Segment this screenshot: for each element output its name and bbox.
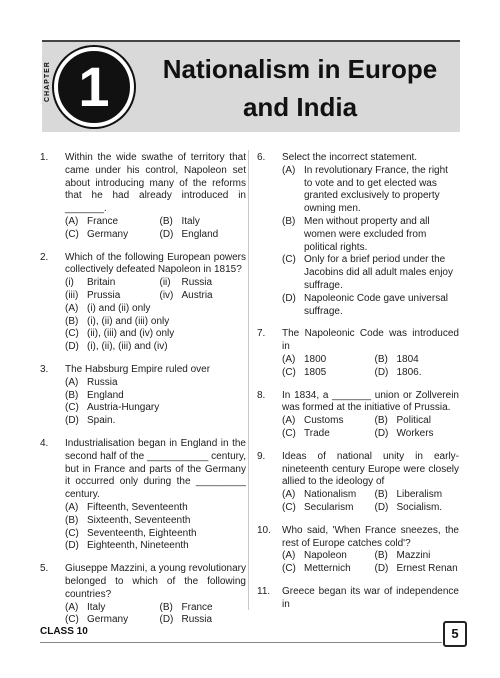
option-text: In revolutionary France, the right to vote and to get elected was granted exclusively to property owning men. xyxy=(304,164,448,215)
option-item xyxy=(65,390,246,403)
option-item xyxy=(65,328,246,341)
option-item xyxy=(282,354,367,367)
option-label: (A) xyxy=(282,489,296,501)
option-text: Eighteenth, Nineteenth xyxy=(87,540,189,552)
option-label: (A) xyxy=(65,501,79,513)
question-item xyxy=(257,586,459,612)
question-number: 3. xyxy=(40,363,49,375)
option-label: (A) xyxy=(65,302,79,314)
question-text: Giuseppe Mazzini, a young revolutionary belonged to which of the following countries? xyxy=(65,563,246,600)
option-text: Workers xyxy=(396,427,434,439)
option-label: (D) xyxy=(159,614,174,626)
option-list xyxy=(282,415,459,441)
question-number: 5. xyxy=(40,563,49,575)
option-text: Germany xyxy=(87,228,129,240)
chapter-title-line2: and India xyxy=(242,92,358,122)
option-item xyxy=(65,377,246,390)
option-text: Men without property and all women were excluded from political rights. xyxy=(304,215,430,253)
option-label: (C) xyxy=(65,527,79,539)
option-label: (D) xyxy=(374,501,389,513)
option-item xyxy=(282,428,367,441)
option-text: Customs xyxy=(304,415,344,427)
option-text: Napoleonic Code gave universal suffrage. xyxy=(304,292,448,317)
option-item xyxy=(65,216,152,229)
option-text: Nationalism xyxy=(304,489,357,501)
option-label: (B) xyxy=(159,215,173,227)
option-text: England xyxy=(87,389,124,401)
question-item xyxy=(40,152,246,242)
option-label: (B) xyxy=(159,601,173,613)
question-number: 6. xyxy=(257,152,266,163)
question-text: Greece began its war of independence in xyxy=(282,585,459,610)
chapter-label: CHAPTER xyxy=(44,61,51,102)
option-text: Italy xyxy=(181,215,200,227)
option-item xyxy=(65,602,152,615)
option-item xyxy=(282,489,367,502)
option-label: (D) xyxy=(374,563,389,575)
option-label: (B) xyxy=(374,550,388,562)
question-item xyxy=(40,364,246,428)
right-question-column xyxy=(257,152,459,622)
option-label: (D) xyxy=(374,366,389,378)
option-text: Napoleon xyxy=(304,550,347,562)
left-question-column xyxy=(40,152,246,637)
option-list xyxy=(65,303,246,354)
question-text: Who said, 'When France sneezes, the rest of Europe catches cold'? xyxy=(282,524,459,549)
option-label: (C) xyxy=(65,328,79,340)
question-text: Industrialisation began in England in the second half of the ___________ century, but in France and parts of the Germany it occurred only during the _________ century. xyxy=(65,437,246,501)
option-item xyxy=(65,540,246,553)
option-label: (B) xyxy=(374,415,388,427)
option-text: Liberalism xyxy=(396,489,443,501)
option-list xyxy=(65,602,246,628)
option-label: (C) xyxy=(282,563,296,575)
option-item xyxy=(65,502,246,515)
option-text: (i) and (ii) only xyxy=(87,302,151,314)
question-item xyxy=(40,563,246,627)
option-label: (B) xyxy=(374,353,388,365)
option-label: (C) xyxy=(282,254,296,266)
option-text: Austria-Hungary xyxy=(87,402,160,414)
option-text: Britain xyxy=(87,277,116,289)
option-text: Trade xyxy=(304,427,330,439)
option-label: (A) xyxy=(65,376,79,388)
option-item xyxy=(375,489,460,502)
option-label: (C) xyxy=(282,427,296,439)
option-text: (i), (ii), (iii) and (iv) xyxy=(87,341,168,353)
option-text: 1800 xyxy=(304,353,327,365)
option-item xyxy=(65,515,246,528)
option-text: Russia xyxy=(181,277,213,289)
option-item xyxy=(282,367,367,380)
option-item xyxy=(375,550,460,563)
option-item xyxy=(65,277,152,290)
question-text: Ideas of national unity in early-nineteenth century Europe were closely allied to the ideology of xyxy=(282,450,459,488)
question-item xyxy=(257,451,459,515)
question-text: Select the incorrect statement. xyxy=(282,152,418,163)
question-text: The Napoleonic Code was introduced in xyxy=(282,328,459,353)
question-item xyxy=(257,390,459,441)
option-text: Sixteenth, Seventeenth xyxy=(87,514,191,526)
option-item xyxy=(282,254,459,292)
option-item xyxy=(65,528,246,541)
option-text: Socialism. xyxy=(396,501,443,513)
question-number: 7. xyxy=(257,328,266,340)
option-text: Mazzini xyxy=(396,550,431,562)
option-text: Ernest Renan xyxy=(396,563,458,575)
option-item xyxy=(375,563,460,576)
option-label: (D) xyxy=(374,427,389,439)
question-item xyxy=(257,525,459,576)
option-list xyxy=(65,216,246,242)
option-list xyxy=(282,489,459,515)
option-label: (D) xyxy=(65,415,79,427)
option-item xyxy=(160,602,247,615)
question-text: Which of the following European powers collectively defeated Napoleon in 1815? xyxy=(65,251,246,276)
option-item xyxy=(282,563,367,576)
option-text: Fifteenth, Seventeenth xyxy=(87,501,188,513)
chapter-title xyxy=(150,50,450,126)
question-text: In 1834, a _______ union or Zollverein was formed at the initiative of Prussia. xyxy=(282,389,459,414)
option-label: (C) xyxy=(65,228,79,240)
option-label: (A) xyxy=(282,415,296,427)
option-item xyxy=(375,354,460,367)
question-number: 10. xyxy=(257,524,271,536)
option-list xyxy=(282,165,459,319)
option-item xyxy=(282,502,367,515)
question-text: The Habsburg Empire ruled over xyxy=(65,363,211,375)
option-text: Seventeenth, Eighteenth xyxy=(87,527,197,539)
option-text: (i), (ii) and (iii) only xyxy=(87,315,170,327)
question-number: 4. xyxy=(40,437,49,449)
option-label: (B) xyxy=(374,489,388,501)
option-text: Russia xyxy=(87,376,118,388)
option-item xyxy=(65,316,246,329)
option-text: Political xyxy=(396,415,431,427)
option-item xyxy=(375,502,460,515)
option-text: Austria xyxy=(181,289,213,301)
option-label: (C) xyxy=(65,614,79,626)
option-text: Secularism xyxy=(304,501,354,513)
option-label: (C) xyxy=(282,366,296,378)
option-item xyxy=(282,293,459,319)
option-label: (iv) xyxy=(159,289,174,301)
option-item xyxy=(282,415,367,428)
option-list xyxy=(282,550,459,576)
question-text: Within the wide swathe of territory that came under his control, Napoleon set about introducing many of the reforms that he had already introduced in _______. xyxy=(65,152,246,215)
footer-rule xyxy=(40,642,442,643)
option-list xyxy=(65,377,246,428)
option-item xyxy=(160,614,247,627)
option-item xyxy=(375,367,460,380)
option-item xyxy=(282,550,367,563)
option-text: Russia xyxy=(181,614,213,626)
option-text: Only for a brief period under the Jacobins did all adult males enjoy suffrage. xyxy=(304,254,453,291)
column-divider xyxy=(248,150,249,610)
option-text: Prussia xyxy=(87,289,121,301)
option-item xyxy=(65,341,246,354)
question-item xyxy=(40,438,246,553)
option-item xyxy=(65,415,246,428)
option-label: (D) xyxy=(65,341,79,353)
option-label: (D) xyxy=(65,540,79,552)
option-label: (B) xyxy=(65,389,79,401)
option-label: (C) xyxy=(282,501,296,513)
option-text: 1805 xyxy=(304,366,327,378)
option-text: (ii), (iii) and (iv) only xyxy=(87,328,175,340)
option-text: France xyxy=(181,601,213,613)
chapter-title-line1: Nationalism in Europe xyxy=(162,54,438,84)
option-label: (A) xyxy=(282,353,296,365)
option-text: Spain. xyxy=(87,415,116,427)
question-number: 9. xyxy=(257,450,266,462)
option-label: (A) xyxy=(65,215,79,227)
option-list xyxy=(65,502,246,553)
option-label: (ii) xyxy=(159,277,171,289)
option-text: 1804 xyxy=(396,353,419,365)
option-item xyxy=(282,165,459,216)
option-item xyxy=(282,216,459,254)
option-label: (A) xyxy=(282,550,296,562)
option-label: (i) xyxy=(65,277,74,289)
option-item xyxy=(65,402,246,415)
option-text: 1806. xyxy=(396,366,422,378)
option-label: (D) xyxy=(282,292,296,304)
question-item xyxy=(40,252,246,354)
question-number: 8. xyxy=(257,389,266,401)
option-label: (C) xyxy=(65,402,79,414)
option-label: (A) xyxy=(282,164,296,176)
option-item xyxy=(160,277,247,290)
option-item xyxy=(65,229,152,242)
page-number: 5 xyxy=(443,621,467,647)
question-number: 11. xyxy=(257,585,271,597)
option-label: (B) xyxy=(282,215,296,227)
question-item xyxy=(257,152,459,318)
option-text: England xyxy=(181,228,219,240)
option-item xyxy=(160,229,247,242)
option-item xyxy=(65,290,152,303)
footer-class-label: CLASS 10 xyxy=(40,626,88,637)
option-item xyxy=(375,415,460,428)
option-item xyxy=(375,428,460,441)
option-item xyxy=(65,303,246,316)
option-label: (iii) xyxy=(65,289,79,301)
question-number: 2. xyxy=(40,251,49,263)
option-label: (A) xyxy=(65,601,79,613)
option-label: (D) xyxy=(159,228,174,240)
option-item xyxy=(160,216,247,229)
option-list xyxy=(65,277,246,303)
question-item xyxy=(257,328,459,379)
option-text: Italy xyxy=(87,601,106,613)
chapter-number-badge: 1 xyxy=(54,47,134,127)
question-number: 1. xyxy=(40,152,49,163)
option-label: (B) xyxy=(65,514,79,526)
option-text: France xyxy=(87,215,119,227)
option-list xyxy=(282,354,459,380)
option-item xyxy=(160,290,247,303)
option-label: (B) xyxy=(65,315,79,327)
option-text: Metternich xyxy=(304,563,351,575)
option-text: Germany xyxy=(87,614,129,626)
